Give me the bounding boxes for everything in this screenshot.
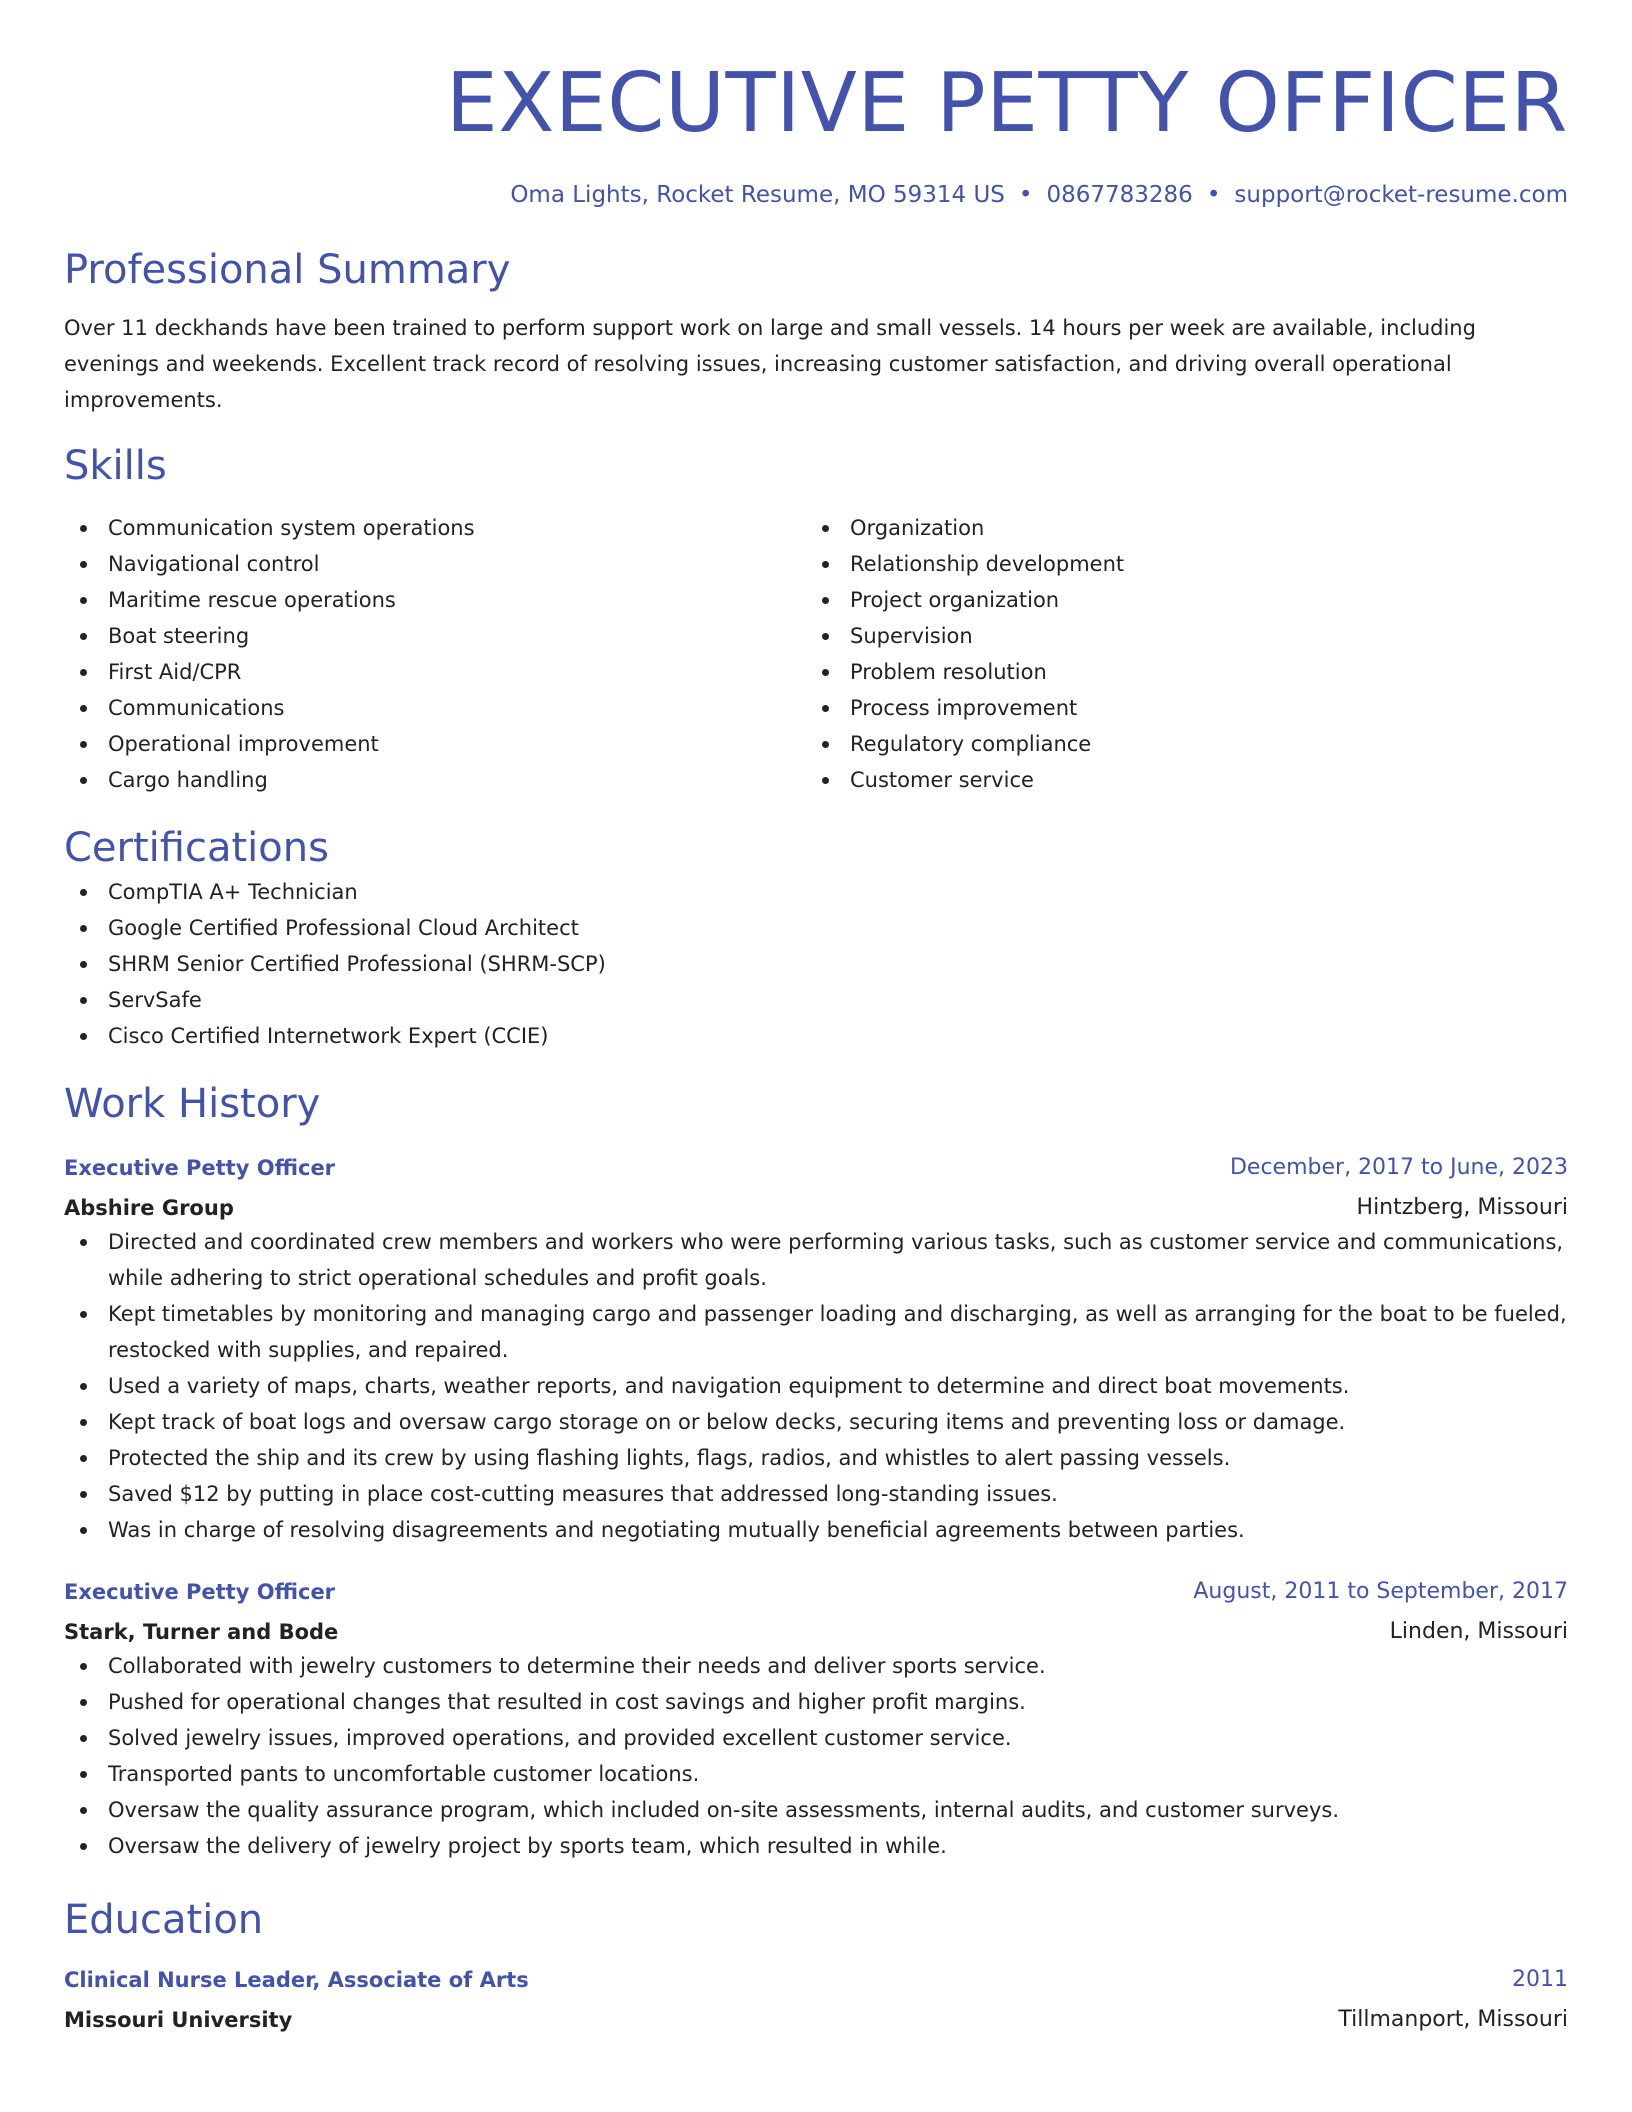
- summary-text: Over 11 deckhands have been trained to perform support work on large and small vessels. 14 hours per week are available, including evenings and weekends. Excellent track record of resolving issues, increasing customer satisfaction, and driving overall operational improvements.: [64, 316, 1476, 412]
- job-employer-row: [64, 1616, 1568, 1648]
- work-history-heading: Work History: [64, 1081, 321, 1127]
- certifications-list: [64, 874, 1568, 1054]
- job-employer: Abshire Group: [64, 1196, 234, 1220]
- contact-email[interactable]: support@rocket-resume.com: [1234, 182, 1568, 208]
- skills-list-right: [806, 510, 1568, 798]
- resume-header: [64, 52, 1568, 210]
- skill-item: Problem resolution: [806, 654, 1568, 690]
- job-duty-item: Was in charge of resolving disagreements and negotiating mutually beneficial agreements between parties.: [64, 1512, 1568, 1548]
- job-dates: August, 2011 to September, 2017: [1193, 1579, 1568, 1604]
- job-title-row: [64, 1576, 1568, 1608]
- education-school-row: [64, 2004, 1568, 2036]
- summary-heading: Professional Summary: [64, 247, 511, 293]
- education-degree: Clinical Nurse Leader, Associate of Arts: [64, 1968, 529, 1992]
- contact-separator: •: [1018, 182, 1033, 208]
- job-entry: [64, 1152, 1568, 1548]
- education-location: Tillmanport, Missouri: [1338, 2007, 1568, 2032]
- certification-item: SHRM Senior Certified Professional (SHRM-SCP): [64, 946, 1568, 982]
- skill-item: First Aid/CPR: [64, 654, 806, 690]
- job-entry: [64, 1576, 1568, 1864]
- job-title: Executive Petty Officer: [64, 1156, 336, 1180]
- job-duty-item: Used a variety of maps, charts, weather reports, and navigation equipment to determine and direct boat movements.: [64, 1368, 1568, 1404]
- job-duties-list: [64, 1224, 1568, 1548]
- certifications-heading: Certifications: [64, 825, 329, 871]
- certification-item: ServSafe: [64, 982, 1568, 1018]
- contact-address: Oma Lights, Rocket Resume, MO 59314 US: [510, 182, 1005, 208]
- skill-item: Project organization: [806, 582, 1568, 618]
- job-duty-item: Collaborated with jewelry customers to determine their needs and deliver sports service.: [64, 1648, 1568, 1684]
- candidate-name: EXECUTIVE PETTY OFFICER: [445, 56, 1568, 151]
- certification-item: Cisco Certified Internetwork Expert (CCIE): [64, 1018, 1568, 1054]
- contact-separator: •: [1206, 182, 1221, 208]
- skill-item: Customer service: [806, 762, 1568, 798]
- education-school: Missouri University: [64, 2008, 293, 2032]
- job-duty-item: Solved jewelry issues, improved operations, and provided excellent customer service.: [64, 1720, 1568, 1756]
- job-dates: December, 2017 to June, 2023: [1229, 1155, 1568, 1180]
- summary-section: [64, 244, 1568, 418]
- skills-heading: Skills: [64, 443, 167, 489]
- skills-list-left: [64, 510, 806, 798]
- job-duty-item: Transported pants to uncomfortable customer locations.: [64, 1756, 1568, 1792]
- skill-item: Communication system operations: [64, 510, 806, 546]
- skill-item: Supervision: [806, 618, 1568, 654]
- job-duty-item: Oversaw the delivery of jewelry project by sports team, which resulted in while.: [64, 1828, 1568, 1864]
- education-entry: [64, 1964, 1568, 2036]
- certifications-section: [64, 822, 1568, 1054]
- skill-item: Cargo handling: [64, 762, 806, 798]
- skill-item: Process improvement: [806, 690, 1568, 726]
- education-degree-row: [64, 1964, 1568, 1996]
- skill-item: Operational improvement: [64, 726, 806, 762]
- job-duty-item: Oversaw the quality assurance program, which included on-site assessments, internal audits, and customer surveys.: [64, 1792, 1568, 1828]
- skill-item: Organization: [806, 510, 1568, 546]
- skill-item: Regulatory compliance: [806, 726, 1568, 762]
- job-duty-item: Protected the ship and its crew by using flashing lights, flags, radios, and whistles to alert passing vessels.: [64, 1440, 1568, 1476]
- education-heading: Education: [64, 1897, 264, 1943]
- job-employer-row: [64, 1192, 1568, 1224]
- job-duty-item: Kept timetables by monitoring and managing cargo and passenger loading and discharging, as well as arranging for the boat to be fueled, restocked with supplies, and repaired.: [64, 1296, 1568, 1368]
- job-duty-item: Pushed for operational changes that resulted in cost savings and higher profit margins.: [64, 1684, 1568, 1720]
- job-duties-list: [64, 1648, 1568, 1864]
- certification-item: Google Certified Professional Cloud Architect: [64, 910, 1568, 946]
- skill-item: Relationship development: [806, 546, 1568, 582]
- skill-item: Navigational control: [64, 546, 806, 582]
- education-section: [64, 1894, 1568, 2036]
- job-employer: Stark, Turner and Bode: [64, 1620, 339, 1644]
- job-duty-item: Directed and coordinated crew members and workers who were performing various tasks, such as customer service and communications, while adhering to strict operational schedules and profit goals.: [64, 1224, 1568, 1296]
- job-location: Linden, Missouri: [1389, 1619, 1568, 1644]
- job-title: Executive Petty Officer: [64, 1580, 336, 1604]
- contact-phone: 0867783286: [1046, 182, 1193, 208]
- job-title-row: [64, 1152, 1568, 1184]
- job-location: Hintzberg, Missouri: [1356, 1195, 1568, 1220]
- job-duty-item: Saved $12 by putting in place cost-cutting measures that addressed long-standing issues.: [64, 1476, 1568, 1512]
- skill-item: Maritime rescue operations: [64, 582, 806, 618]
- skill-item: Communications: [64, 690, 806, 726]
- skills-columns: [64, 510, 1568, 798]
- work-history-section: [64, 1078, 1568, 1864]
- skills-section: [64, 440, 1568, 798]
- certification-item: CompTIA A+ Technician: [64, 874, 1568, 910]
- education-year: 2011: [1512, 1967, 1568, 1992]
- job-duty-item: Kept track of boat logs and oversaw cargo storage on or below decks, securing items and preventing loss or damage.: [64, 1404, 1568, 1440]
- contact-line: [64, 180, 1568, 210]
- skill-item: Boat steering: [64, 618, 806, 654]
